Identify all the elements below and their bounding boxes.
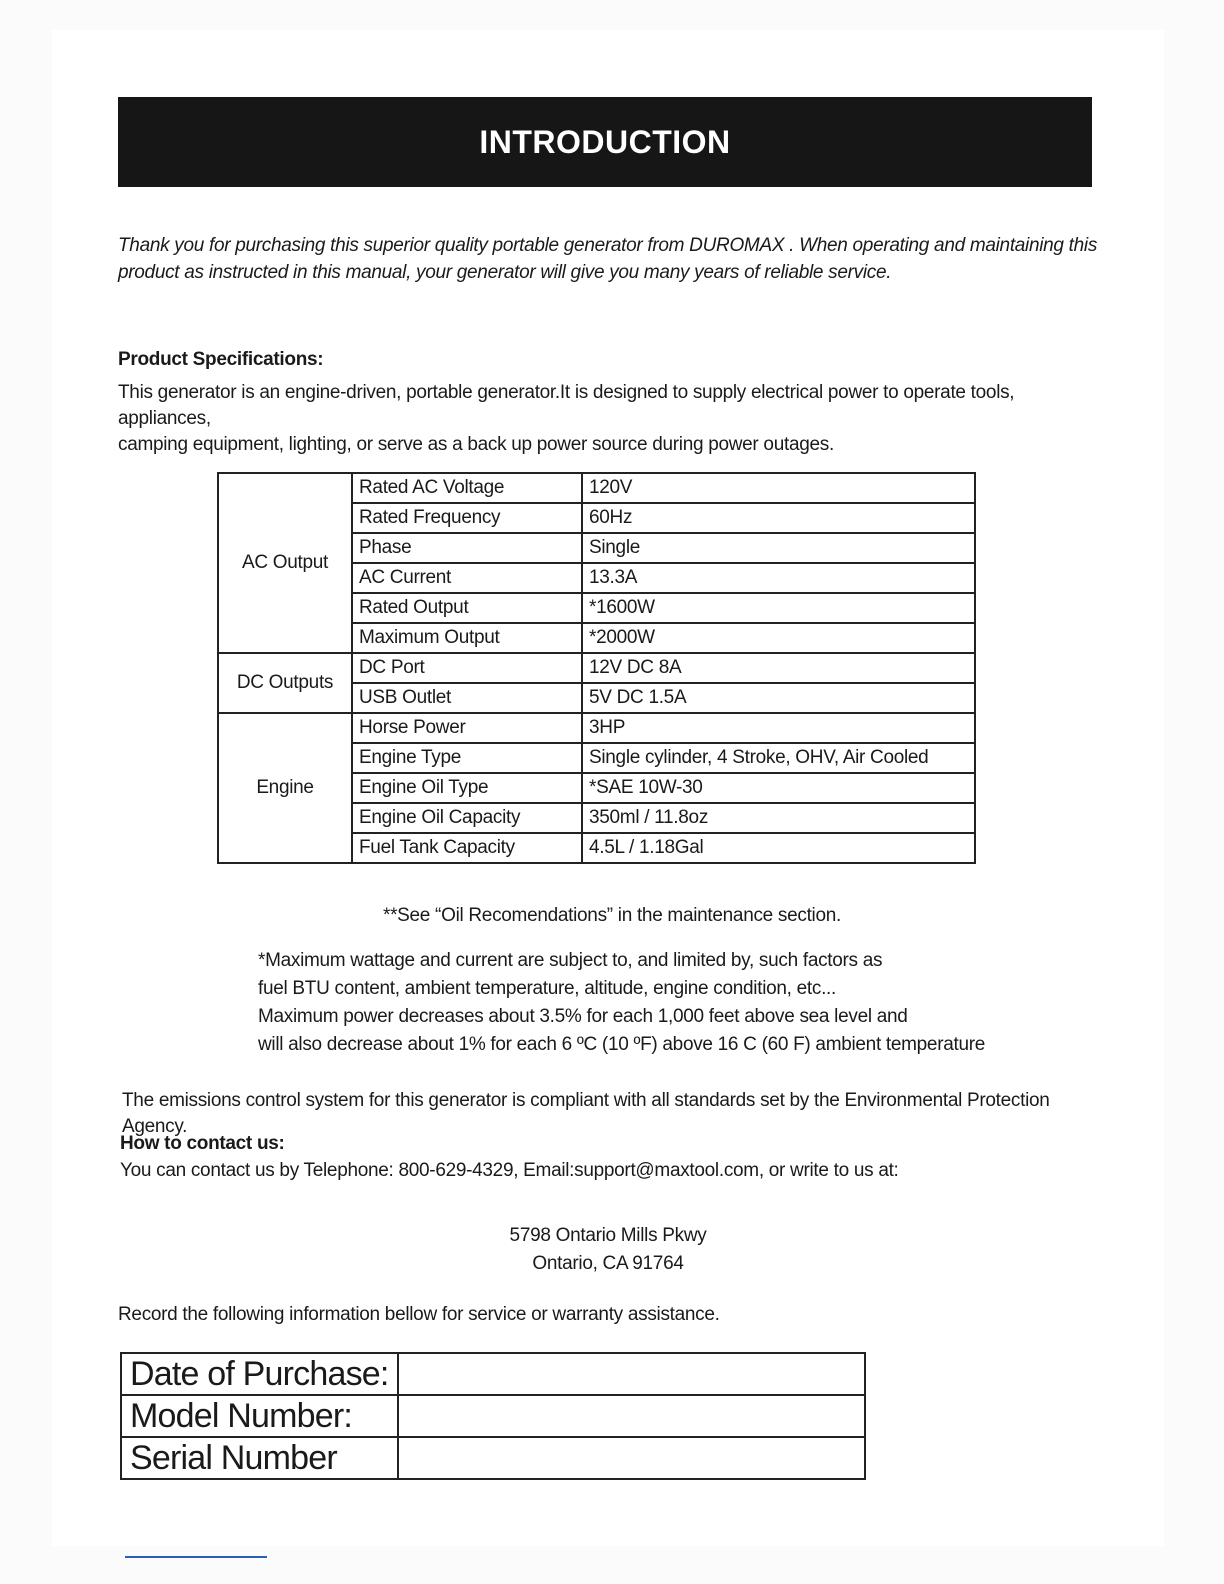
emissions-statement: The emissions control system for this generator is compliant with all standards set by the Environmental Protection Agency. [122,1090,1050,1137]
spec-name: AC Current [352,563,582,593]
group-engine: Engine [218,713,352,863]
table-row [121,1395,865,1437]
footnote-line: fuel BTU content, ambient temperature, altitude, engine condition, etc... [258,978,837,999]
spec-value: *SAE 10W-30 [582,773,975,803]
record-table [120,1352,866,1480]
contact-text: You can contact us by Telephone: 800-629-4329, Email:support@maxtool.com, or write to us at: [120,1160,899,1181]
spec-value: *1600W [582,593,975,623]
spec-name: Phase [352,533,582,563]
specs-line: This generator is an engine-driven, portable generator.It is designed to supply electrical power to operate tools, appliances, [118,382,1015,429]
spec-value: 5V DC 1.5A [582,683,975,713]
group-ac-output: AC Output [218,473,352,653]
record-note: Record the following information bellow for service or warranty assistance. [118,1304,720,1325]
spec-name: Horse Power [352,713,582,743]
spec-value: 120V [582,473,975,503]
table-row [121,1353,865,1395]
table-row [121,1437,865,1479]
spec-table [217,472,976,864]
spec-name: DC Port [352,653,582,683]
table-row [218,653,975,683]
record-field-date[interactable] [398,1353,865,1395]
spec-name: Engine Type [352,743,582,773]
spec-value: 3HP [582,713,975,743]
specs-line: camping equipment, lighting, or serve as a back up power source during power outages. [118,434,834,455]
spec-name: Maximum Output [352,623,582,653]
spec-value: 60Hz [582,503,975,533]
record-field-model[interactable] [398,1395,865,1437]
contact-heading: How to contact us: [120,1133,285,1154]
spec-name: Rated Frequency [352,503,582,533]
specs-heading: Product Specifications: [118,349,324,370]
specs-paragraph [118,380,1098,458]
address-line: Ontario, CA 91764 [532,1253,684,1274]
table-row [218,713,975,743]
spec-name: USB Outlet [352,683,582,713]
footnote-line: Maximum power decreases about 3.5% for each 1,000 feet above sea level and [258,1006,908,1027]
oil-recommendation-note: **See “Oil Recomendations” in the maintenance section. [382,905,841,926]
spec-name: Fuel Tank Capacity [352,833,582,863]
spec-name: Engine Oil Capacity [352,803,582,833]
intro-line: product as instructed in this manual, your generator will give you many years of reliable service. [118,262,892,283]
record-field-serial[interactable] [398,1437,865,1479]
spec-name: Rated Output [352,593,582,623]
footnote-line: will also decrease about 1% for each 6 ºC (10 ºF) above 16 C (60 F) ambient temperature [258,1034,986,1055]
footnote-line: *Maximum wattage and current are subject to, and limited by, such factors as [258,950,883,971]
spec-name: Engine Oil Type [352,773,582,803]
address-line: 5798 Ontario Mills Pkwy [509,1225,707,1246]
record-label-serial: Serial Number [121,1437,398,1479]
mailing-address [0,1222,1216,1278]
spec-value: 12V DC 8A [582,653,975,683]
footer-divider [125,1556,267,1558]
intro-paragraph [118,232,1098,286]
spec-value: 4.5L / 1.18Gal [582,833,975,863]
spec-name: Rated AC Voltage [352,473,582,503]
wattage-footnotes [258,947,985,1059]
spec-value: 13.3A [582,563,975,593]
record-label-date: Date of Purchase: [121,1353,398,1395]
spec-value: *2000W [582,623,975,653]
introduction-banner [118,97,1092,187]
group-dc-outputs: DC Outputs [218,653,352,713]
spec-value: Single [582,533,975,563]
spec-value: 350ml / 11.8oz [582,803,975,833]
spec-value: Single cylinder, 4 Stroke, OHV, Air Cooled [582,743,975,773]
record-label-model: Model Number: [121,1395,398,1437]
banner-title: INTRODUCTION [479,123,731,160]
table-row [218,473,975,503]
intro-line: Thank you for purchasing this superior quality portable generator from DUROMAX . When operating and maintaining this [118,235,1098,256]
